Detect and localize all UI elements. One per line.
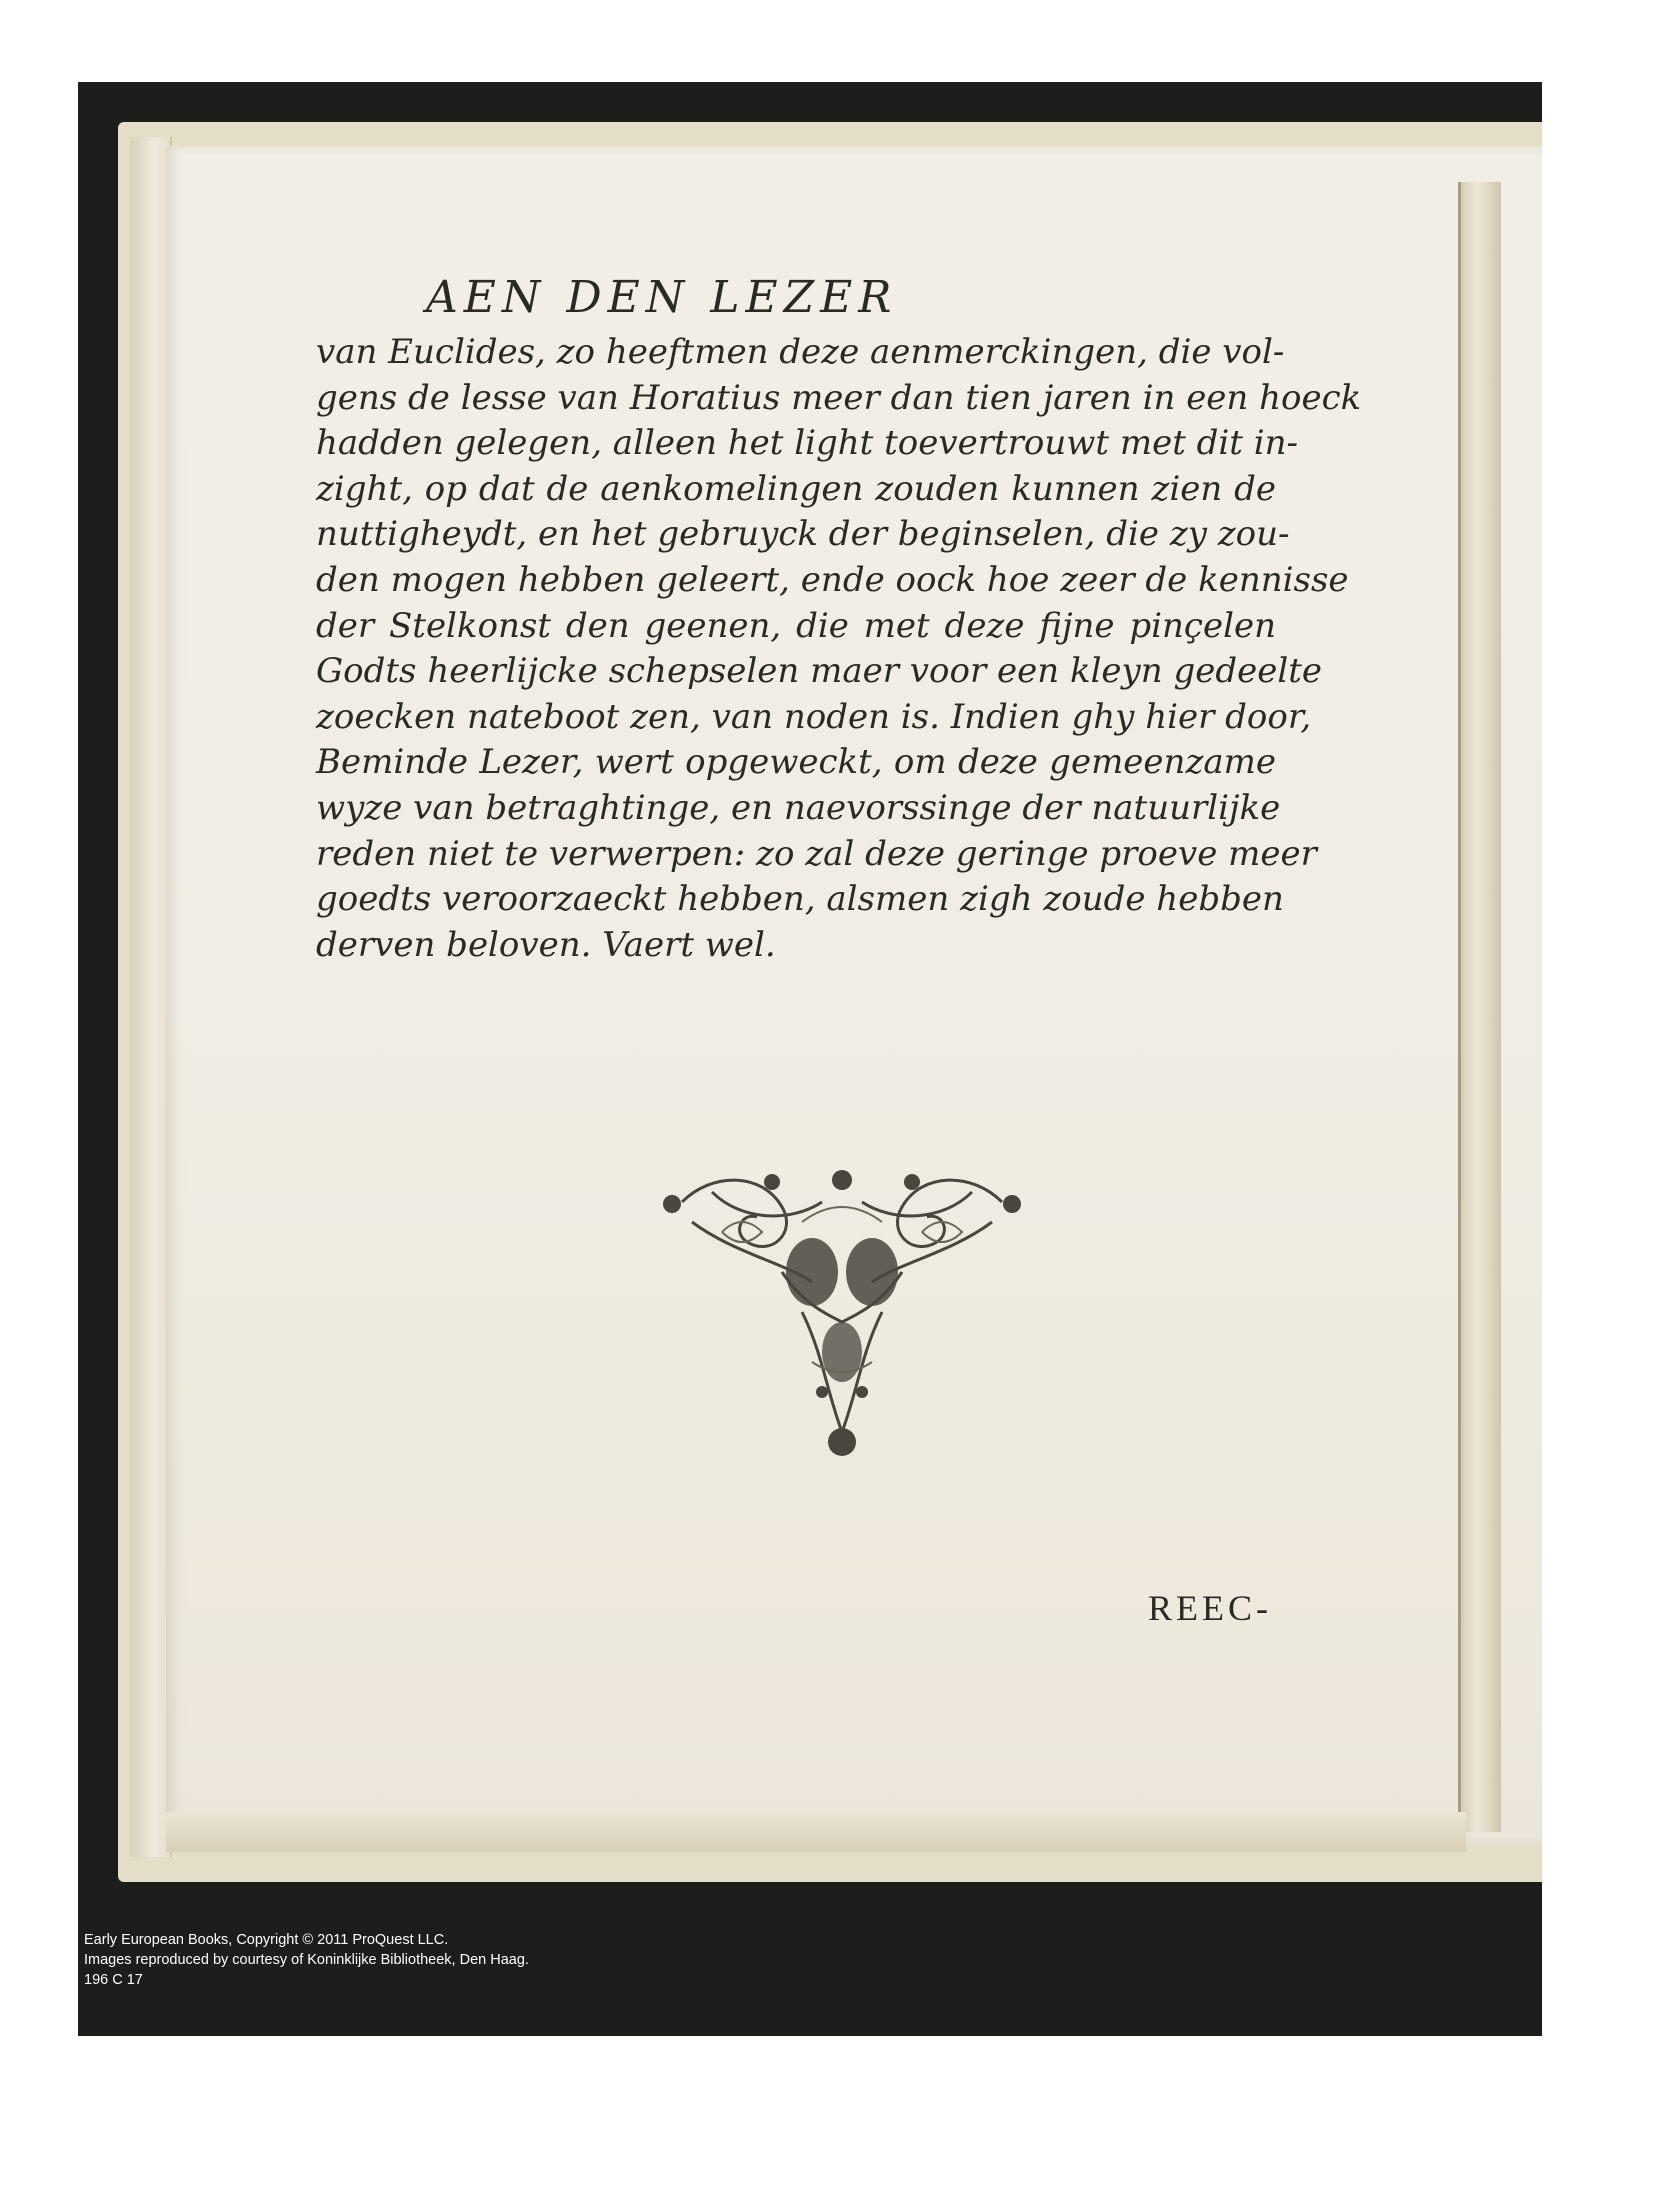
page-bottom-fold — [166, 1812, 1466, 1852]
text-line: wyze van betraghtinge, en naevorssinge der natuurlijke — [316, 787, 1281, 828]
text-line: van Euclides, zo heeftmen deze aenmerckingen, die vol- — [316, 332, 1285, 372]
floral-tailpiece-ornament-icon — [652, 1162, 1032, 1462]
text-line: derven beloven. Vaert wel. — [316, 924, 776, 965]
copyright-line: Early European Books, Copyright © 2011 ProQuest LLC. — [84, 1932, 449, 1948]
catchword: REEC- — [1148, 1588, 1272, 1628]
courtesy-line: Images reproduced by courtesy of Koninklijke Bibliotheek, Den Haag. — [84, 1952, 529, 1968]
body-text — [316, 330, 1362, 968]
text-line: Beminde Lezer, wert opgeweckt, om deze gemeenzame — [316, 742, 1276, 783]
text-line: zoecken nateboot zen, van noden is. Indien ghy hier door, — [316, 696, 1312, 737]
text-line: goedts veroorzaeckt hebben, alsmen zigh zoude hebben — [316, 879, 1284, 920]
next-page-edge — [1458, 182, 1501, 1832]
text-line: Godts heerlijcke schepselen maer voor een kleyn gedeelte — [316, 651, 1323, 692]
text-line: der Stelkonst den geenen, die met deze fijne pinçelen — [316, 605, 1276, 646]
scan-frame — [78, 82, 1542, 2036]
text-line: zight, op dat de aenkomelingen zouden kunnen zien de — [316, 468, 1276, 509]
text-line: den mogen hebben geleert, ende oock hoe zeer de kennisse — [316, 559, 1349, 600]
text-line: nuttigheydt, en het gebruyck der beginselen, die zy zou- — [316, 514, 1290, 555]
page-heading: AEN DEN LEZER — [426, 272, 898, 323]
text-line: gens de lesse van Horatius meer dan tien jaren in een hoeck — [316, 377, 1362, 418]
text-line: hadden gelegen, alleen het light toevertrouwt met dit in- — [316, 423, 1299, 464]
copyright-footer — [78, 1922, 1542, 2036]
text-line: reden niet te verwerpen: zo zal deze geringe proeve meer — [316, 833, 1317, 874]
shelfmark-line: 196 C 17 — [84, 1972, 143, 1988]
